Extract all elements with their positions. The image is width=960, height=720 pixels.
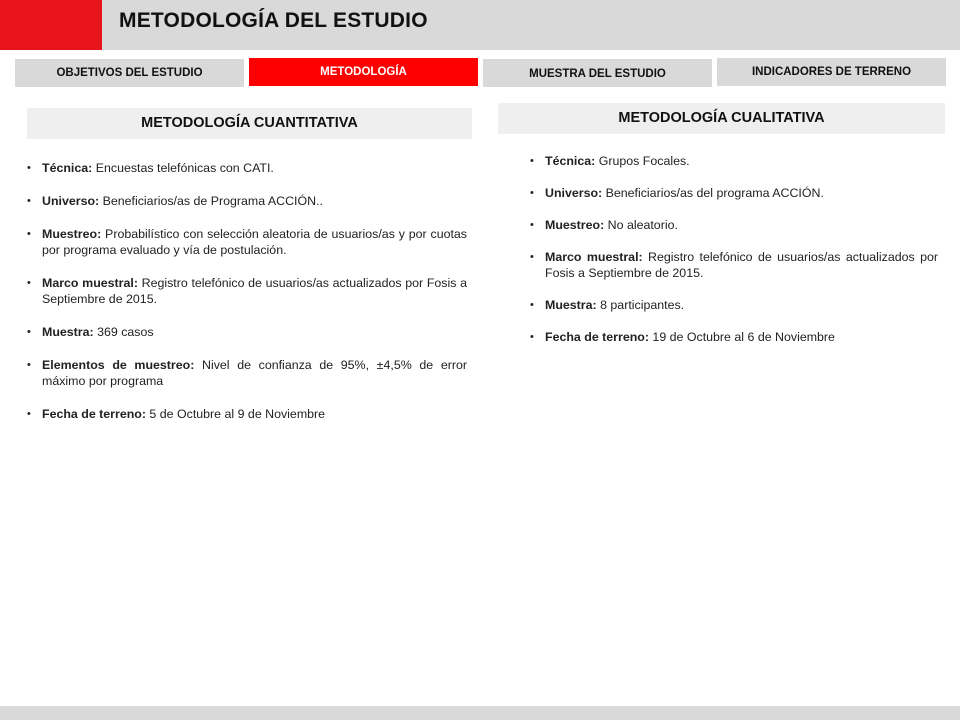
- item-label: Elementos de muestreo:: [42, 358, 195, 372]
- list-item: [27, 357, 467, 389]
- item-text: Beneficiarios/as del programa ACCIÓN.: [602, 186, 824, 200]
- list-item: [530, 249, 938, 281]
- item-text: Registro telefónico de usuarios/as actualizados por Fosis a Septiembre de 2015.: [42, 276, 467, 306]
- list-item: [530, 185, 938, 201]
- item-label: Muestra:: [545, 298, 597, 312]
- item-label: Marco muestral:: [545, 250, 643, 264]
- item-text: 19 de Octubre al 6 de Noviembre: [648, 330, 835, 344]
- item-label: Universo:: [545, 186, 603, 200]
- list-item: [530, 329, 938, 345]
- tab-muestra[interactable]: MUESTRA DEL ESTUDIO: [483, 59, 712, 87]
- list-item: [530, 297, 938, 313]
- section-title-qualitative: METODOLOGÍA CUALITATIVA: [498, 103, 945, 134]
- page-title: METODOLOGÍA DEL ESTUDIO: [119, 9, 428, 32]
- item-text: Grupos Focales.: [595, 154, 690, 168]
- item-label: Técnica:: [545, 154, 596, 168]
- list-item: [27, 406, 467, 422]
- item-label: Fecha de terreno:: [545, 330, 649, 344]
- item-label: Marco muestral:: [42, 276, 138, 290]
- item-label: Técnica:: [42, 161, 93, 175]
- list-item: [530, 217, 938, 233]
- tab-metodologia[interactable]: METODOLOGÍA: [249, 58, 478, 86]
- item-text: Encuestas telefónicas con CATI.: [92, 161, 274, 175]
- tab-objetivos[interactable]: OBJETIVOS DEL ESTUDIO: [15, 59, 244, 87]
- item-label: Muestreo:: [545, 218, 605, 232]
- item-text: 8 participantes.: [596, 298, 685, 312]
- item-text: Registro telefónico de usuarios/as actualizados por Fosis a Septiembre de 2015.: [545, 250, 938, 280]
- header-accent-block: [0, 0, 102, 50]
- quantitative-list: [27, 160, 467, 439]
- list-item: [27, 324, 467, 340]
- section-title-quantitative: METODOLOGÍA CUANTITATIVA: [27, 108, 472, 139]
- item-text: Beneficiarios/as de Programa ACCIÓN..: [99, 194, 323, 208]
- item-label: Universo:: [42, 194, 100, 208]
- list-item: [530, 153, 938, 169]
- list-item: [27, 226, 467, 258]
- item-text: No aleatorio.: [604, 218, 678, 232]
- item-text: Probabilístico con selección aleatoria de usuarios/as y por cuotas por programa evaluado y vía de postulación.: [42, 227, 467, 257]
- item-label: Muestra:: [42, 325, 94, 339]
- item-label: Muestreo:: [42, 227, 102, 241]
- list-item: [27, 160, 467, 176]
- tab-indicadores[interactable]: INDICADORES DE TERRENO: [717, 58, 946, 86]
- item-text: 5 de Octubre al 9 de Noviembre: [145, 407, 326, 421]
- qualitative-list: [530, 153, 938, 361]
- list-item: [27, 193, 467, 209]
- item-text: Nivel de confianza de 95%, ±4,5% de error máximo por programa: [42, 358, 467, 388]
- item-text: 369 casos: [93, 325, 154, 339]
- list-item: [27, 275, 467, 307]
- footer-bar: [0, 706, 960, 720]
- item-label: Fecha de terreno:: [42, 407, 146, 421]
